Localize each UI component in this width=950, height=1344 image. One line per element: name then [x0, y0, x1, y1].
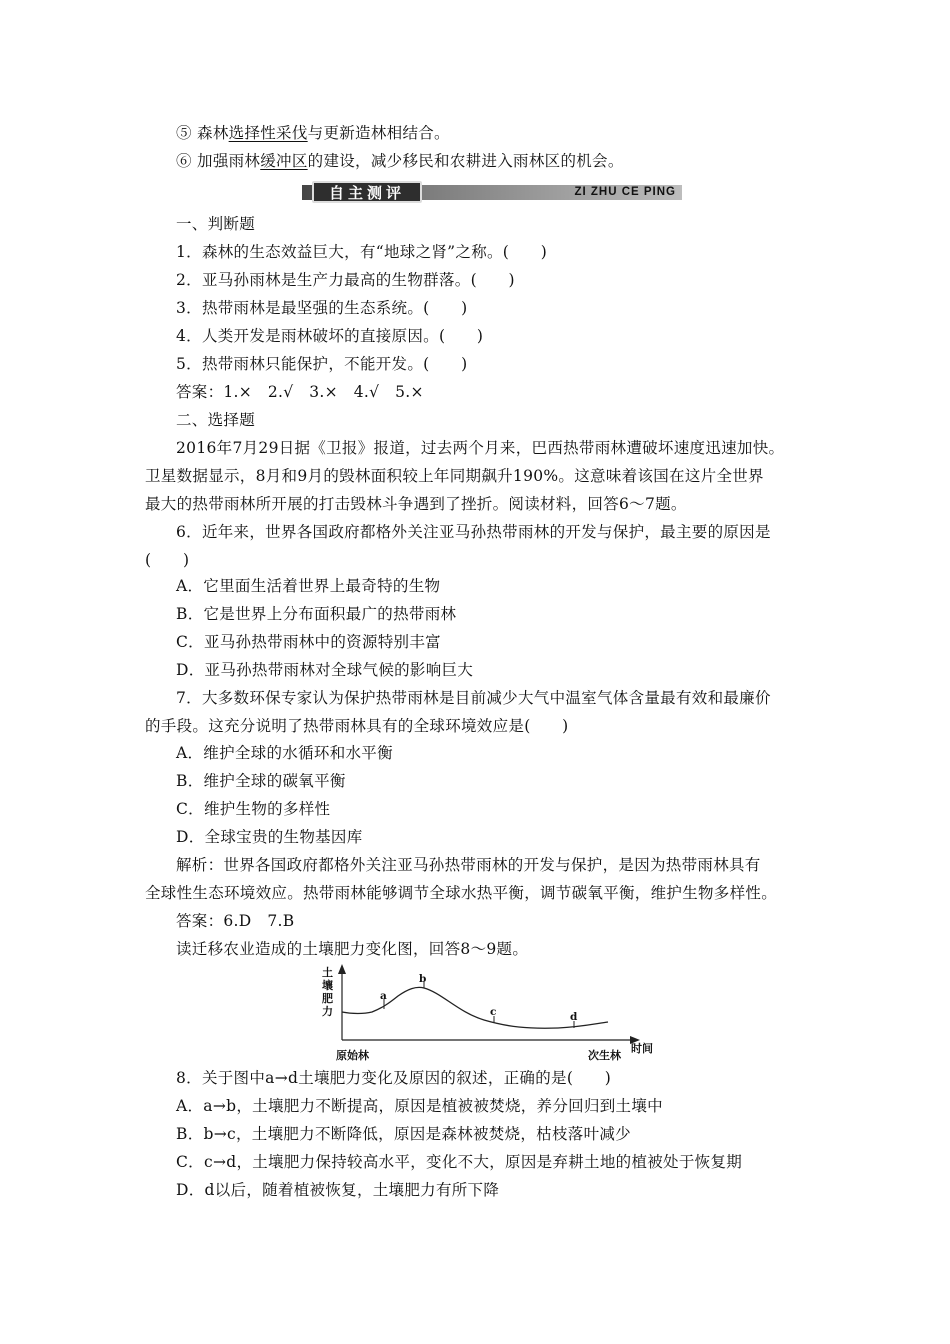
question-8: 8．关于图中a→d土壤肥力变化及原因的叙述，正确的是( ) [176, 1069, 612, 1087]
option: A．a→b，土壤肥力不断提高，原因是植被被焚烧，养分回归到土壤中 [176, 1097, 663, 1115]
passage-line: 2016年7月29日据《卫报》报道，过去两个月来，巴西热带雨林遭破坏速度迅速加快。 [176, 439, 785, 457]
point-label-a: a [380, 990, 387, 1002]
option: D．d以后，随着植被恢复，土壤肥力有所下降 [176, 1181, 500, 1199]
soil-fertility-figure [318, 964, 678, 1064]
banner-label: 自主测评 [328, 183, 405, 202]
y-label-char: 壤 [322, 979, 333, 992]
question-7: 7．大多数环保专家认为保护热带雨林是目前减少大气中温室气体含量最有效和最廉价 [176, 689, 771, 707]
point-label-d: d [570, 1011, 578, 1023]
point-label-b: b [419, 973, 427, 985]
figure-intro: 读迁移农业造成的土壤肥力变化图，回答8～9题。 [176, 940, 529, 958]
answer-1: 答案：1.× 2.√ 3.× 4.√ 5.× [176, 383, 424, 401]
option: B．它是世界上分布面积最广的热带雨林 [176, 605, 457, 623]
section2-heading: 二、选择题 [176, 411, 256, 429]
judge-item: 2．亚马孙雨林是生产力最高的生物群落。( ) [176, 271, 515, 289]
question-6: 6．近年来，世界各国政府都格外关注亚马孙热带雨林的开发与保护，最主要的原因是 [176, 523, 771, 541]
option: B．维护全球的碳氧平衡 [176, 772, 346, 790]
option: D．全球宝贵的生物基因库 [176, 828, 363, 846]
option: B．b→c，土壤肥力不断降低，原因是森林被焚烧，枯枝落叶减少 [176, 1125, 631, 1143]
measure-6: ⑥ 加强雨林缓冲区的建设，减少移民和农耕进入雨林区的机会。 [176, 152, 624, 170]
point-label-c: c [490, 1006, 497, 1018]
section-banner [302, 181, 682, 203]
x-axis-label: 时间 [631, 1042, 653, 1055]
option: C．维护生物的多样性 [176, 800, 331, 818]
banner-pinyin: ZI ZHU CE PING [574, 186, 676, 198]
y-label-char: 土 [322, 966, 333, 979]
question-6-paren: ( ) [145, 551, 190, 569]
judge-item: 3．热带雨林是最坚强的生态系统。( ) [176, 299, 468, 317]
x-start-label: 原始林 [336, 1049, 369, 1062]
passage-line: 最大的热带雨林所开展的打击毁林斗争遇到了挫折。阅读材料，回答6～7题。 [145, 495, 687, 513]
passage-line: 卫星数据显示，8月和9月的毁林面积较上年同期飙升190%。这意味着该国在这片全世界 [145, 467, 764, 485]
question-7-cont: 的手段。这充分说明了热带雨林具有的全球环境效应是( ) [145, 717, 569, 735]
section1-heading: 一、判断题 [176, 215, 256, 233]
judge-item: 4．人类开发是雨林破坏的直接原因。( ) [176, 327, 484, 345]
judge-item: 1．森林的生态效益巨大，有“地球之肾”之称。( ) [176, 243, 548, 261]
analysis-line: 解析：世界各国政府都格外关注亚马孙热带雨林的开发与保护，是因为热带雨林具有 [176, 856, 761, 874]
answer-2: 答案：6.D 7.B [176, 912, 295, 930]
option: C．亚马孙热带雨林中的资源特别丰富 [176, 633, 441, 651]
option: A．它里面生活着世界上最奇特的生物 [176, 577, 441, 595]
y-label-char: 力 [322, 1005, 333, 1018]
x-end-label: 次生林 [588, 1049, 621, 1062]
option: C．c→d，土壤肥力保持较高水平，变化不大，原因是弃耕土地的植被处于恢复期 [176, 1153, 743, 1171]
option: A．维护全球的水循环和水平衡 [176, 744, 393, 762]
y-axis-arrow [338, 964, 346, 974]
measure-5: ⑤ 森林选择性采伐与更新造林相结合。 [176, 124, 450, 142]
analysis-line: 全球性生态环境效应。热带雨林能够调节全球水热平衡，调节碳氧平衡，维护生物多样性。 [145, 884, 778, 902]
judge-item: 5．热带雨林只能保护，不能开发。( ) [176, 355, 468, 373]
option: D．亚马孙热带雨林对全球气候的影响巨大 [176, 661, 474, 679]
y-label-char: 肥 [322, 992, 333, 1005]
y-axis-label [322, 965, 333, 1018]
